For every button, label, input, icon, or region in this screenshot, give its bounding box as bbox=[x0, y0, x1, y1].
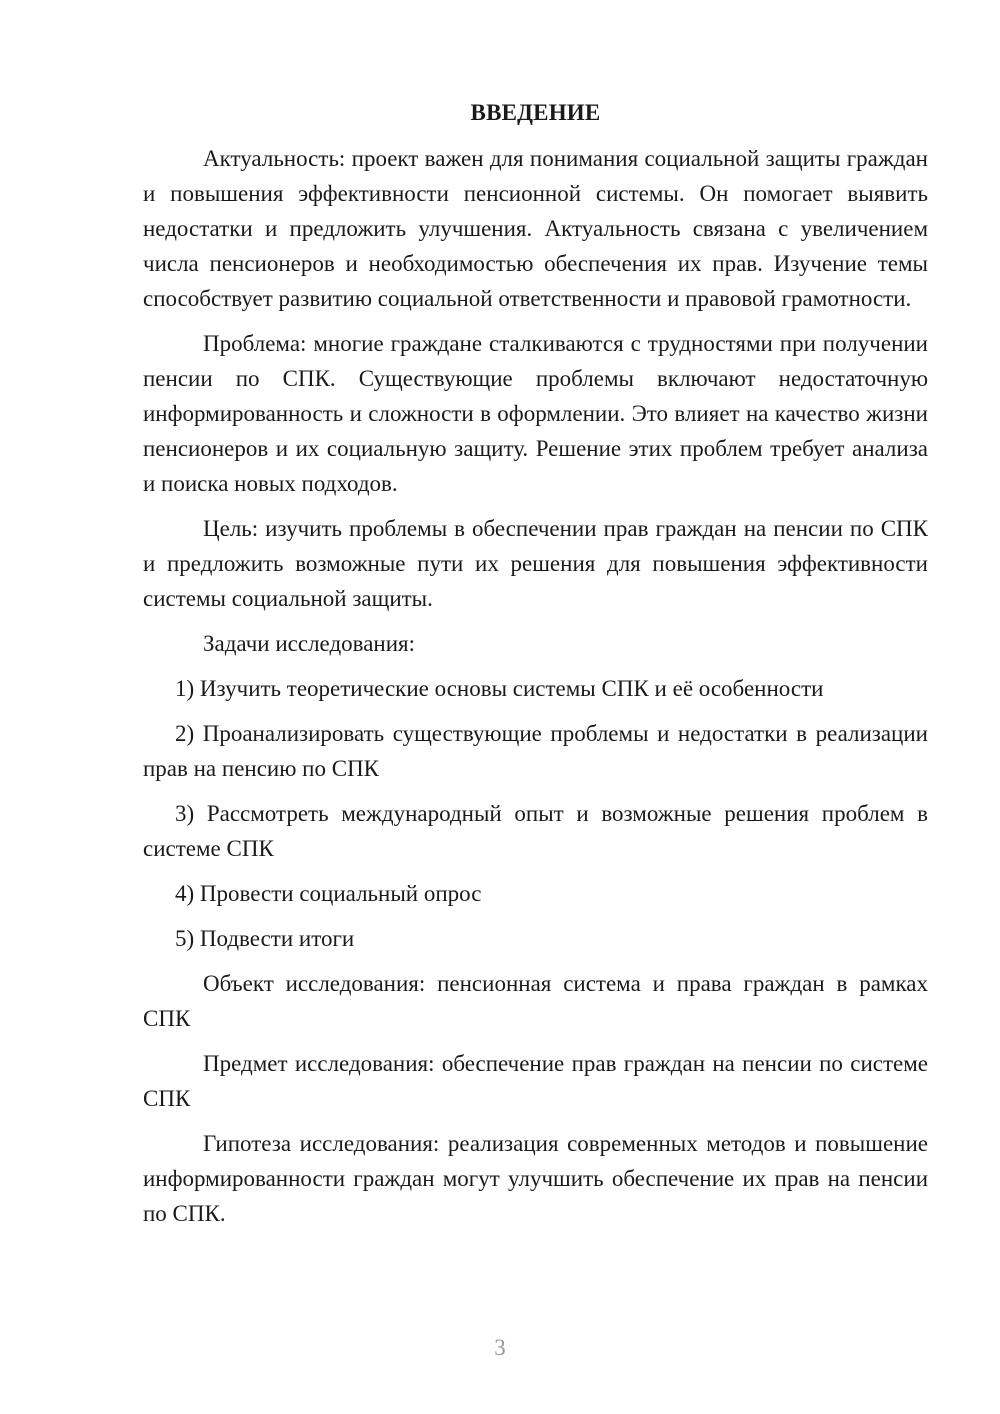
paragraph-goal: Цель: изучить проблемы в обеспечении прав граждан на пенсии по СПК и предложить возможные пути их решения для повышения эффективности системы социальной защиты. bbox=[143, 516, 928, 611]
section-title: ВВЕДЕНИЕ bbox=[470, 100, 601, 125]
paragraph-hypothesis: Гипотеза исследования: реализация современных методов и повышение информированности граждан могут улучшить обеспечение их прав на пенсии по СПК. bbox=[143, 1131, 928, 1226]
paragraph-relevance: Актуальность: проект важен для понимания социальной защиты граждан и повышения эффективности пенсионной системы. Он помогает выявить недостатки и предложить улучшения. Актуальность связана с увеличением числа пенсионеров и необходимостью обеспечения их прав. Изучение темы способствует развитию социальной ответственности и правовой грамотности. bbox=[143, 146, 928, 311]
task-item-4: 4) Провести социальный опрос bbox=[175, 881, 482, 906]
task-item-5: 5) Подвести итоги bbox=[175, 926, 355, 951]
paragraph-subject: Предмет исследования: обеспечение прав граждан на пенсии по системе СПК bbox=[143, 1051, 928, 1111]
task-item-2: 2) Проанализировать существующие проблемы и недостатки в реализации прав на пенсию по СПК bbox=[143, 721, 928, 781]
paragraph-problem: Проблема: многие граждане сталкиваются с трудностями при получении пенсии по СПК. Существующие проблемы включают недостаточную информированность и сложности в оформлении. Это влияет на качество жизни пенсионеров и их социальную защиту. Решение этих проблем требует анализа и поиска новых подходов. bbox=[143, 331, 928, 496]
paragraph-object: Объект исследования: пенсионная система и права граждан в рамках СПК bbox=[143, 971, 928, 1031]
page-number: 3 bbox=[494, 1335, 506, 1360]
task-item-1: 1) Изучить теоретические основы системы СПК и её особенности bbox=[175, 676, 824, 701]
tasks-heading: Задачи исследования: bbox=[203, 631, 416, 656]
task-item-3: 3) Рассмотреть международный опыт и возможные решения проблем в системе СПК bbox=[143, 801, 928, 861]
